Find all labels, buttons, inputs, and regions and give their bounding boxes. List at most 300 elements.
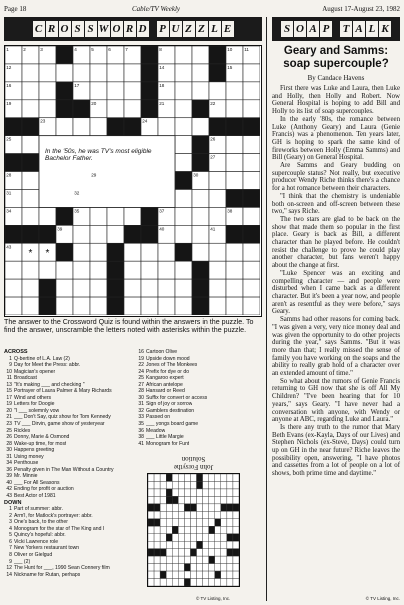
grid-cell[interactable] <box>158 279 175 297</box>
grid-cell[interactable] <box>22 136 39 154</box>
st-letter-6: A <box>353 21 365 37</box>
grid-cell[interactable] <box>243 172 260 190</box>
solution-cell <box>184 481 190 488</box>
grid-cell[interactable] <box>209 297 226 315</box>
solution-cell <box>209 489 215 496</box>
grid-number: 14 <box>159 64 165 70</box>
solution-cell <box>227 571 233 578</box>
cw-letter-6: O <box>111 21 123 37</box>
solution-cell <box>197 519 203 526</box>
grid-cell[interactable] <box>124 297 141 315</box>
grid-cell[interactable] <box>226 297 243 315</box>
grid-cell[interactable] <box>141 261 158 279</box>
clue-text: New Yorkers restaurant town <box>14 545 80 552</box>
article-paragraph: The two stars are glad to be back on the show that made them so popular in the first place. Geary is back as Bill, a different character than he played before. He couldn't resist the challenge to prove he could play another character, but fans weren't happy about the change at first. <box>272 215 400 270</box>
solution-cell <box>160 541 166 548</box>
grid-cell[interactable] <box>209 207 226 225</box>
grid-cell[interactable] <box>243 279 260 297</box>
solution-cell <box>209 564 215 571</box>
solution-cell <box>190 579 196 586</box>
cw-letter-8: D <box>137 21 149 37</box>
clue-text: Letters for Doogie <box>14 401 55 408</box>
clue-text: Hansard or Reed <box>146 388 185 395</box>
solution-cell <box>215 564 221 571</box>
grid-black-square <box>243 189 260 207</box>
grid-cell[interactable] <box>158 118 175 136</box>
solution-cell <box>233 481 239 488</box>
grid-cell[interactable] <box>209 279 226 297</box>
solution-cell <box>160 481 166 488</box>
grid-black-square <box>192 279 209 297</box>
grid-cell[interactable] <box>226 82 243 100</box>
solution-cell <box>154 571 160 578</box>
grid-number: 12 <box>6 64 12 70</box>
grid-cell[interactable] <box>175 136 192 154</box>
grid-cell[interactable] <box>124 64 141 82</box>
solution-cell <box>209 519 215 526</box>
article-paragraph: Are Samms and Geary budding on supercouple status? Not really, but executive producer Wendy Riche thinks there's a chance for a hot romance between their characters. <box>272 162 400 193</box>
grid-black-square <box>107 297 124 315</box>
grid-cell[interactable] <box>175 207 192 225</box>
solution-cell <box>190 556 196 563</box>
grid-cell[interactable] <box>124 279 141 297</box>
grid-number: 41 <box>210 226 216 232</box>
grid-cell[interactable] <box>192 225 209 243</box>
solution-cell <box>197 474 203 481</box>
solution-cell <box>233 549 239 556</box>
grid-cell[interactable] <box>192 207 209 225</box>
clue-number: 1 <box>9 506 12 513</box>
solution-cell <box>190 489 196 496</box>
grid-cell[interactable] <box>243 154 260 172</box>
asterisk-icon: * <box>45 248 50 260</box>
grid-number: 16 <box>6 82 12 88</box>
grid-cell[interactable] <box>22 100 39 118</box>
clue-number: 36 <box>6 466 12 473</box>
grid-number: 7 <box>125 47 128 52</box>
grid-cell[interactable] <box>22 279 39 297</box>
grid-cell[interactable] <box>39 100 56 118</box>
grid-cell[interactable] <box>175 118 192 136</box>
grid-cell[interactable] <box>209 172 226 190</box>
crossword-instructions: The answer to the Crossword Quiz is found within the answers in the puzzle. To find the answer, unscramble the letters noted with asterisks within the puzzle. <box>4 318 254 335</box>
solution-cell <box>178 571 184 578</box>
grid-number: 23 <box>40 118 46 124</box>
grid-cell[interactable] <box>226 100 243 118</box>
grid-black-square <box>226 118 243 136</box>
cw-letter-15: E <box>222 21 234 37</box>
grid-cell[interactable] <box>56 279 73 297</box>
solution-cell <box>172 511 178 518</box>
grid-cell[interactable] <box>39 82 56 100</box>
clue-number: 25 <box>138 375 144 382</box>
grid-cell[interactable] <box>107 82 124 100</box>
st-letter-5: T <box>340 21 352 37</box>
grid-cell[interactable] <box>56 118 73 136</box>
solution-cell <box>227 496 233 503</box>
solution-cell <box>221 511 227 518</box>
grid-number: 21 <box>159 100 165 106</box>
grid-cell[interactable] <box>39 64 56 82</box>
grid-cell[interactable] <box>73 225 90 243</box>
grid-cell[interactable] <box>73 118 90 136</box>
grid-cell[interactable] <box>209 189 226 207</box>
grid-cell[interactable] <box>175 82 192 100</box>
solution-cell <box>197 489 203 496</box>
solution-cell <box>148 489 154 496</box>
grid-cell[interactable] <box>243 207 260 225</box>
solution-cell <box>148 549 154 556</box>
solution-cell <box>209 549 215 556</box>
solution-cell <box>203 496 209 503</box>
solution-cell <box>209 496 215 503</box>
solution-cell <box>148 541 154 548</box>
cw-letter-12: Z <box>183 21 195 37</box>
solution-cell <box>227 556 233 563</box>
grid-cell[interactable] <box>5 279 22 297</box>
solution-cell <box>172 481 178 488</box>
clue-number: 42 <box>6 486 12 493</box>
grid-black-square <box>5 154 22 172</box>
grid-cell[interactable] <box>226 136 243 154</box>
clue-number: 7 <box>9 545 12 552</box>
solution-cell <box>190 526 196 533</box>
grid-cell[interactable] <box>192 46 209 64</box>
solution-cell <box>203 571 209 578</box>
clue-text: Happens greeting <box>14 447 55 454</box>
grid-cell[interactable] <box>175 46 192 64</box>
grid-cell[interactable] <box>73 261 90 279</box>
solution-cell <box>178 504 184 511</box>
grid-cell[interactable] <box>90 279 107 297</box>
cw-letter-9 <box>150 21 156 37</box>
grid-cell[interactable] <box>226 154 243 172</box>
grid-cell[interactable] <box>175 279 192 297</box>
solution-cell <box>148 556 154 563</box>
article-paragraph: Samms had other reasons for coming back. "I was given a very, very nice money deal and was given the opportunity to do other projects during the year," says Samms. "But it was more than that; I really missed the sense of family you have working on the soaps and the ability to really grab hold of a character over an extended amount of time." <box>272 316 400 378</box>
grid-black-square <box>56 100 73 118</box>
solution-cell <box>221 504 227 511</box>
grid-number: 26 <box>210 136 216 142</box>
clue-text: Passed on <box>146 414 171 421</box>
grid-cell[interactable] <box>22 207 39 225</box>
solution-cell <box>190 571 196 578</box>
solution-cell <box>203 556 209 563</box>
grid-cell[interactable] <box>56 261 73 279</box>
solution-cell <box>172 571 178 578</box>
grid-cell[interactable] <box>243 82 260 100</box>
clue-text: Quincy's hopeful: abbr. <box>14 532 66 539</box>
solution-cell <box>209 579 215 586</box>
clue-number: 30 <box>6 447 12 454</box>
grid-cell[interactable] <box>90 82 107 100</box>
grid-cell[interactable] <box>107 225 124 243</box>
grid-number: 8 <box>159 47 162 52</box>
solution-cell <box>166 511 172 518</box>
solution-cell <box>227 534 233 541</box>
solution-cell <box>184 579 190 586</box>
grid-cell[interactable] <box>90 225 107 243</box>
clue-number: 14 <box>6 571 12 578</box>
grid-number: 39 <box>57 226 63 232</box>
grid-cell[interactable] <box>226 261 243 279</box>
grid-cell[interactable] <box>73 297 90 315</box>
solution-cell <box>197 541 203 548</box>
grid-cell[interactable] <box>90 243 107 261</box>
grid-cell[interactable] <box>141 243 158 261</box>
grid-cell[interactable] <box>22 297 39 315</box>
solution-cell <box>178 511 184 518</box>
clue-text: "It's making ___ and checking " <box>14 381 85 388</box>
solution-cell <box>166 556 172 563</box>
clue-text: Meadow <box>146 427 166 434</box>
grid-cell[interactable] <box>243 243 260 261</box>
clue-item <box>4 572 132 579</box>
grid-cell[interactable] <box>141 279 158 297</box>
grid-cell[interactable] <box>5 297 22 315</box>
grid-number: 1 <box>6 47 9 52</box>
masthead: Cable/TV Weekly <box>132 5 181 13</box>
clue-number: 33 <box>138 414 144 421</box>
grid-cell[interactable] <box>192 64 209 82</box>
cw-letter-2: O <box>59 21 71 37</box>
grid-cell[interactable] <box>22 82 39 100</box>
grid-cell[interactable] <box>107 100 124 118</box>
grid-cell[interactable] <box>209 82 226 100</box>
solution-cell <box>190 504 196 511</box>
clue-number: 25 <box>6 427 12 434</box>
grid-black-square <box>192 136 209 154</box>
solution-cell <box>233 564 239 571</box>
clue-text: ___ For All Seasons <box>14 479 60 486</box>
solution-cell <box>172 549 178 556</box>
grid-black-square <box>192 100 209 118</box>
grid-cell[interactable] <box>73 279 90 297</box>
solution-cell <box>178 481 184 488</box>
grid-cell[interactable] <box>107 64 124 82</box>
solution-cell <box>178 496 184 503</box>
clue-text: Wind and others <box>14 394 52 401</box>
solution-cell <box>148 571 154 578</box>
cw-letter-5: W <box>98 23 109 35</box>
clue-text: Arm'l, for Matlock's portrayer: abbr. <box>14 512 93 519</box>
grid-number: 5 <box>91 47 94 52</box>
grid-cell[interactable] <box>243 136 260 154</box>
grid-cell[interactable] <box>243 64 260 82</box>
grid-cell[interactable] <box>175 100 192 118</box>
grid-cell[interactable] <box>192 118 209 136</box>
solution-cell <box>197 549 203 556</box>
clue-number: 32 <box>138 407 144 414</box>
clue-number: 28 <box>138 388 144 395</box>
article-byline: By Candace Havens <box>307 74 365 82</box>
clue-number: 20 <box>6 407 12 414</box>
solution-cell <box>154 549 160 556</box>
solution-cell <box>215 571 221 578</box>
solution-cell <box>172 496 178 503</box>
solution-cell <box>190 534 196 541</box>
solution-cell <box>160 579 166 586</box>
grid-cell[interactable] <box>22 261 39 279</box>
solution-cell <box>172 579 178 586</box>
grid-cell[interactable] <box>141 297 158 315</box>
grid-cell[interactable] <box>243 261 260 279</box>
solution-cell <box>227 541 233 548</box>
grid-cell[interactable] <box>90 64 107 82</box>
clue-text: Monogram for the star of The King and I <box>14 525 105 532</box>
grid-cell[interactable] <box>175 261 192 279</box>
grid-number: 2 <box>23 47 26 52</box>
clue-text: Best Actor of 1981 <box>14 493 56 500</box>
grid-cell[interactable] <box>209 261 226 279</box>
grid-cell[interactable] <box>192 189 209 207</box>
solution-cell <box>160 489 166 496</box>
solution-cell <box>233 489 239 496</box>
solution-cell <box>154 534 160 541</box>
grid-black-square <box>175 243 192 261</box>
solution-cell <box>184 496 190 503</box>
solution-cell <box>221 579 227 586</box>
article-paragraph: First there was Luke and Laura, then Luke and Holly, then Holly and Robert. Now General Hospital is hoping to add Bill and Holly to its list of soap supercouples. <box>272 85 400 116</box>
cw-letter-4: S <box>85 21 97 37</box>
grid-cell[interactable] <box>226 243 243 261</box>
grid-cell[interactable] <box>158 261 175 279</box>
grid-cell[interactable] <box>158 297 175 315</box>
grid-cell[interactable] <box>175 189 192 207</box>
grid-number: 10 <box>227 47 233 52</box>
solution-cell <box>190 481 196 488</box>
solution-cell <box>178 579 184 586</box>
solution-cell <box>184 526 190 533</box>
grid-cell[interactable] <box>90 297 107 315</box>
grid-cell[interactable] <box>90 118 107 136</box>
grid-cell[interactable] <box>124 243 141 261</box>
clue-text: Donny, Marie & Osmond <box>14 434 70 441</box>
solution-cell <box>233 534 239 541</box>
across-heading: ACROSS <box>4 349 28 355</box>
grid-number: 15 <box>227 64 233 70</box>
grid-cell[interactable] <box>22 189 39 207</box>
grid-cell[interactable] <box>209 243 226 261</box>
solution-cell <box>203 504 209 511</box>
grid-cell[interactable] <box>107 207 124 225</box>
grid-black-square <box>56 46 73 64</box>
grid-cell[interactable] <box>56 297 73 315</box>
grid-cell[interactable] <box>124 261 141 279</box>
grid-cell[interactable] <box>243 100 260 118</box>
grid-cell[interactable] <box>192 243 209 261</box>
solution-cell <box>221 489 227 496</box>
solution-cell <box>184 556 190 563</box>
grid-black-square <box>56 207 73 225</box>
clue-number: 22 <box>138 362 144 369</box>
grid-cell[interactable] <box>175 225 192 243</box>
clue-text: Gamblers destination <box>146 407 195 414</box>
cw-letter-11: U <box>170 21 182 37</box>
grid-cell[interactable] <box>192 82 209 100</box>
grid-cell[interactable] <box>124 207 141 225</box>
grid-cell[interactable] <box>56 64 73 82</box>
grid-black-square <box>39 297 56 315</box>
solution-cell <box>197 534 203 541</box>
solution-cell <box>233 526 239 533</box>
solution-cell <box>221 549 227 556</box>
grid-cell[interactable] <box>175 64 192 82</box>
grid-cell[interactable] <box>243 297 260 315</box>
grid-cell[interactable] <box>90 261 107 279</box>
cw-letter-14: L <box>209 21 221 37</box>
grid-cell[interactable] <box>175 297 192 315</box>
grid-black-square <box>209 46 226 64</box>
grid-cell[interactable] <box>124 100 141 118</box>
solution-cell <box>227 579 233 586</box>
grid-black-square <box>5 118 22 136</box>
grid-cell[interactable] <box>22 172 39 190</box>
grid-cell[interactable] <box>22 64 39 82</box>
solution-cell <box>227 489 233 496</box>
grid-cell[interactable] <box>226 172 243 190</box>
clue-number: 31 <box>6 453 12 460</box>
grid-cell[interactable] <box>39 261 56 279</box>
grid-black-square <box>107 243 124 261</box>
solution-cell <box>154 519 160 526</box>
grid-number: 18 <box>159 82 165 88</box>
solution-cell <box>172 541 178 548</box>
grid-cell[interactable] <box>73 64 90 82</box>
grid-black-square <box>243 225 260 243</box>
grid-cell[interactable] <box>39 207 56 225</box>
column-divider <box>266 17 267 601</box>
grid-black-square <box>192 261 209 279</box>
page-header <box>4 4 400 16</box>
grid-number: 11 <box>244 47 249 52</box>
solution-cell <box>203 534 209 541</box>
solution-cell <box>184 534 190 541</box>
clue-number: 43 <box>6 493 12 500</box>
st-letter-4 <box>333 21 339 37</box>
solution-cell <box>160 526 166 533</box>
grid-cell[interactable] <box>73 243 90 261</box>
grid-cell[interactable] <box>175 154 192 172</box>
grid-cell[interactable] <box>124 82 141 100</box>
solution-cell <box>154 496 160 503</box>
grid-number: 24 <box>142 118 148 124</box>
grid-black-square <box>209 118 226 136</box>
clue-text: The Hunt for ___, 1990 Sean Connery film <box>14 565 110 572</box>
st-letter-3: P <box>320 21 332 37</box>
solution-cell <box>233 541 239 548</box>
solution-cell <box>197 571 203 578</box>
grid-cell[interactable] <box>5 261 22 279</box>
solution-cell <box>172 519 178 526</box>
grid-cell[interactable] <box>226 279 243 297</box>
solution-cell <box>166 534 172 541</box>
solution-cell <box>221 541 227 548</box>
issue-date: August 17-August 23, 1982 <box>322 5 400 13</box>
clue-number: 27 <box>138 381 144 388</box>
clue-text: Portrayer of Laura Palmer & Mary Richards <box>14 388 112 395</box>
clue-text: Vicki Lawrence role <box>14 538 59 545</box>
crossword-solution <box>147 455 240 595</box>
grid-cell[interactable] <box>158 243 175 261</box>
solution-cell <box>154 556 160 563</box>
solution-cell <box>233 504 239 511</box>
solution-cell <box>154 579 160 586</box>
grid-black-square <box>56 82 73 100</box>
solution-grid <box>147 473 240 587</box>
solution-cell <box>233 571 239 578</box>
grid-cell[interactable] <box>90 207 107 225</box>
